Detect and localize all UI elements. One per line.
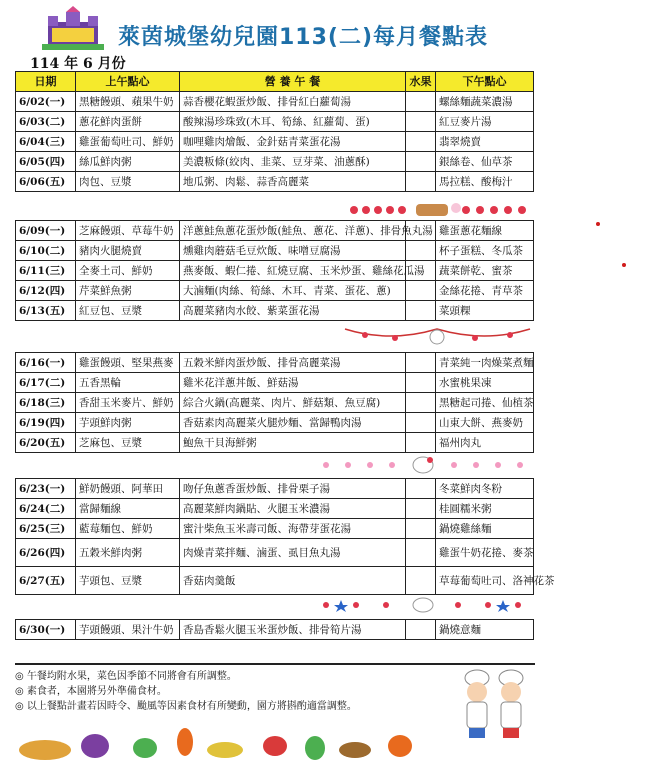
fruit-cell: [406, 132, 436, 152]
date-cell: 6/17(二): [16, 373, 76, 393]
lunch-cell: 酸辣湯珍珠致(木耳、筍絲、紅蘿蔔、蛋): [180, 112, 406, 132]
pm-snack-cell: 草莓葡萄吐司、洛神花茶: [436, 567, 534, 595]
pm-snack-cell: 鍋燒意麵: [436, 620, 534, 640]
header: [38, 8, 638, 56]
table-row: [16, 132, 534, 152]
column-header-am-snack: 上午點心: [76, 72, 180, 92]
week-2-block: [15, 220, 533, 321]
table-row: [16, 353, 534, 373]
am-snack-cell: 芝麻包、豆漿: [76, 433, 180, 453]
column-header-pm-snack: 下午點心: [436, 72, 534, 92]
menu-table: [15, 71, 534, 192]
fruit-cell: [406, 620, 436, 640]
pm-snack-cell: 紅豆麥片湯: [436, 112, 534, 132]
date-cell: 6/23(一): [16, 479, 76, 499]
cherry-decoration-icon: [318, 596, 528, 612]
am-snack-cell: 黑糖饅頭、蘋果牛奶: [76, 92, 180, 112]
pm-snack-cell: 山東大餅、燕麥奶: [436, 413, 534, 433]
date-cell: 6/04(三): [16, 132, 76, 152]
date-cell: 6/03(二): [16, 112, 76, 132]
lunch-cell: 香菇素肉高麗菜火腿炒麵、當歸鴨肉湯: [180, 413, 406, 433]
table-row: [16, 373, 534, 393]
table-row: [16, 261, 534, 281]
pm-snack-cell: 桂圓糯米粥: [436, 499, 534, 519]
pm-snack-cell: 翡翠燒賣: [436, 132, 534, 152]
note-line: ◎ 午餐均附水果，菜色因季節不同將會有所調整。: [15, 671, 237, 682]
am-snack-cell: 鮮奶饅頭、阿華田: [76, 479, 180, 499]
lunch-cell: 香島香鬆火腿玉米蛋炒飯、排骨筍片湯: [180, 620, 406, 640]
week-5-block: [15, 619, 533, 640]
table-row: [16, 301, 534, 321]
lunch-cell: 地瓜粥、肉鬆、蒜香高麗菜: [180, 172, 406, 192]
lunch-cell: 高麗菜豬肉水餃、紫菜蛋花湯: [180, 301, 406, 321]
lunch-cell: 雞米花洋蔥丼飯、鮮菇湯: [180, 373, 406, 393]
table-row: [16, 393, 534, 413]
am-snack-cell: 蔥花鮮肉蛋餅: [76, 112, 180, 132]
table-row: [16, 241, 534, 261]
fruit-cell: [406, 393, 436, 413]
menu-table: [15, 352, 534, 453]
lunch-cell: 蜜汁柴魚玉米壽司飯、海帶芽蛋花湯: [180, 519, 406, 539]
am-snack-cell: 雞蛋饅頭、堅果燕麥: [76, 353, 180, 373]
fruit-cell: [406, 413, 436, 433]
pm-snack-cell: 青菜純一肉燥菜煮麵: [436, 353, 534, 373]
column-header-fruit: 水果: [406, 72, 436, 92]
am-snack-cell: 五穀米鮮肉粥: [76, 539, 180, 567]
table-row: [16, 112, 534, 132]
date-cell: 6/16(一): [16, 353, 76, 373]
am-snack-cell: 豬肉火腿燒賣: [76, 241, 180, 261]
table-row: [16, 433, 534, 453]
lunch-cell: 吻仔魚蔥香蛋炒飯、排骨栗子湯: [180, 479, 406, 499]
pm-snack-cell: 冬菜鮮肉冬粉: [436, 479, 534, 499]
candy-decoration-icon: [318, 456, 528, 474]
fruit-cell: [406, 539, 436, 567]
date-cell: 6/06(五): [16, 172, 76, 192]
lunch-cell: 蒜香櫻花蝦蛋炒飯、排骨紅白蘿蔔湯: [180, 92, 406, 112]
week-4-block: [15, 478, 555, 595]
table-row: [16, 519, 534, 539]
pm-snack-cell: 雞蛋牛奶花捲、麥茶: [436, 539, 534, 567]
fruit-cell: [406, 112, 436, 132]
am-snack-cell: 全麥土司、鮮奶: [76, 261, 180, 281]
pm-snack-cell: 金絲花捲、青草茶: [436, 281, 534, 301]
am-snack-cell: 絲瓜鮮肉粥: [76, 152, 180, 172]
am-snack-cell: 五香黑輪: [76, 373, 180, 393]
date-cell: 6/09(一): [16, 221, 76, 241]
pm-snack-cell: 雞蛋蔥花麵線: [436, 221, 534, 241]
fruit-cell: [406, 172, 436, 192]
menu-table: [15, 478, 555, 595]
am-snack-cell: 雞蛋葡萄吐司、鮮奶: [76, 132, 180, 152]
table-row: [16, 152, 534, 172]
page-title: 萊茵城堡幼兒園113(二)每月餐點表: [118, 25, 489, 50]
am-snack-cell: 肉包、豆漿: [76, 172, 180, 192]
table-row: [16, 413, 534, 433]
pm-snack-cell: 水蜜桃果凍: [436, 373, 534, 393]
table-row: [16, 172, 534, 192]
date-cell: 6/30(一): [16, 620, 76, 640]
pm-snack-cell: 菜頭粿: [436, 301, 534, 321]
table-row: [16, 499, 534, 519]
column-header-lunch: 營 養 午 餐: [180, 72, 406, 92]
table-row: [16, 620, 534, 640]
am-snack-cell: 香甜玉米麥片、鮮奶: [76, 393, 180, 413]
fruit-cell: [406, 353, 436, 373]
am-snack-cell: 紅豆包、豆漿: [76, 301, 180, 321]
date-cell: 6/02(一): [16, 92, 76, 112]
pm-snack-cell: 馬拉糕、酸梅汁: [436, 172, 534, 192]
date-cell: 6/13(五): [16, 301, 76, 321]
date-cell: 6/26(四): [16, 539, 76, 567]
am-snack-cell: 芋頭饅頭、果汁牛奶: [76, 620, 180, 640]
lunch-cell: 綜合火鍋(高麗菜、肉片、鮮菇類、魚豆腐): [180, 393, 406, 413]
am-snack-cell: 藍莓麵包、鮮奶: [76, 519, 180, 539]
lunch-cell: 美濃粄條(絞肉、韭菜、豆芽菜、油蔥酥): [180, 152, 406, 172]
vegetables-illustration-icon: [5, 712, 435, 764]
chef-kids-illustration-icon: [455, 668, 535, 740]
date-cell: 6/25(三): [16, 519, 76, 539]
lunch-cell: 鮑魚干貝海鮮粥: [180, 433, 406, 453]
lunch-cell: 燻雞肉蘑菇毛豆炊飯、味噌豆腐湯: [180, 241, 406, 261]
note-line: ◎ 素食者，本園將另外準備食材。: [15, 686, 167, 697]
lunch-cell: 大滷麵(肉絲、筍絲、木耳、青菜、蛋花、蔥): [180, 281, 406, 301]
date-cell: 6/05(四): [16, 152, 76, 172]
red-dot-icon: [596, 222, 600, 226]
table-row: [16, 567, 534, 595]
lunch-cell: 燕麥飯、蝦仁捲、紅燒豆腐、玉米炒蛋、雞絲花瓜湯: [180, 261, 406, 281]
lunch-cell: 咖哩雞肉燴飯、金針菇青菜蛋花湯: [180, 132, 406, 152]
pm-snack-cell: 黑糖起司捲、仙植茶: [436, 393, 534, 413]
table-row: [16, 479, 534, 499]
table-row: [16, 539, 534, 567]
fruit-cell: [406, 433, 436, 453]
table-row: [16, 221, 534, 241]
date-cell: 6/10(二): [16, 241, 76, 261]
table-row: [16, 281, 534, 301]
menu-table: [15, 619, 534, 640]
fruit-cell: [406, 301, 436, 321]
strawberry-decoration-icon: [348, 202, 528, 216]
lunch-cell: 高麗菜鮮肉鍋貼、火腿玉米濃湯: [180, 499, 406, 519]
date-cell: 6/18(三): [16, 393, 76, 413]
note-line: ◎ 以上餐點計畫若因時令、颱風等因素食材有所變動，園方將斟酌適當調整。: [15, 701, 357, 712]
fruit-cell: [406, 479, 436, 499]
month-label: 114 年 6 月份: [30, 56, 126, 72]
pm-snack-cell: 福州肉丸: [436, 433, 534, 453]
lunch-cell: 洋蔥鮭魚蔥花蛋炒飯(鮭魚、蔥花、洋蔥)、排骨魚丸湯: [180, 221, 406, 241]
pm-snack-cell: 蔬菜餅乾、蜜茶: [436, 261, 534, 281]
pm-snack-cell: 鍋燒雞絲麵: [436, 519, 534, 539]
menu-table: [15, 220, 534, 321]
lunch-cell: 肉燥青菜拌麵、滷蛋、虱目魚丸湯: [180, 539, 406, 567]
fruit-cell: [406, 281, 436, 301]
lunch-cell: 香菇肉羹飯: [180, 567, 406, 595]
week-1-block: [15, 71, 533, 192]
date-cell: 6/11(三): [16, 261, 76, 281]
fruit-cell: [406, 373, 436, 393]
am-snack-cell: 芋頭鮮肉粥: [76, 413, 180, 433]
week-3-block: [15, 352, 533, 453]
pm-snack-cell: 螺絲麵蔬菜濃湯: [436, 92, 534, 112]
fruit-cell: [406, 241, 436, 261]
table-row: [16, 92, 534, 112]
table-header-row: [16, 72, 534, 92]
pm-snack-cell: 銀絲卷、仙草茶: [436, 152, 534, 172]
am-snack-cell: 芋頭包、豆漿: [76, 567, 180, 595]
fruit-cell: [406, 519, 436, 539]
am-snack-cell: 芹菜鮮魚粥: [76, 281, 180, 301]
lunch-cell: 五穀米鮮肉蛋炒飯、排骨高麗菜湯: [180, 353, 406, 373]
garland-decoration-icon: [345, 325, 530, 347]
fruit-cell: [406, 499, 436, 519]
am-snack-cell: 芝麻饅頭、草莓牛奶: [76, 221, 180, 241]
date-cell: 6/24(二): [16, 499, 76, 519]
am-snack-cell: 當歸麵線: [76, 499, 180, 519]
date-cell: 6/27(五): [16, 567, 76, 595]
fruit-cell: [406, 567, 436, 595]
castle-logo-icon: [42, 10, 104, 52]
pm-snack-cell: 杯子蛋糕、冬瓜茶: [436, 241, 534, 261]
red-dot-icon: [622, 263, 626, 267]
fruit-cell: [406, 152, 436, 172]
column-header-date: 日期: [16, 72, 76, 92]
fruit-cell: [406, 92, 436, 112]
date-cell: 6/19(四): [16, 413, 76, 433]
date-cell: 6/20(五): [16, 433, 76, 453]
date-cell: 6/12(四): [16, 281, 76, 301]
